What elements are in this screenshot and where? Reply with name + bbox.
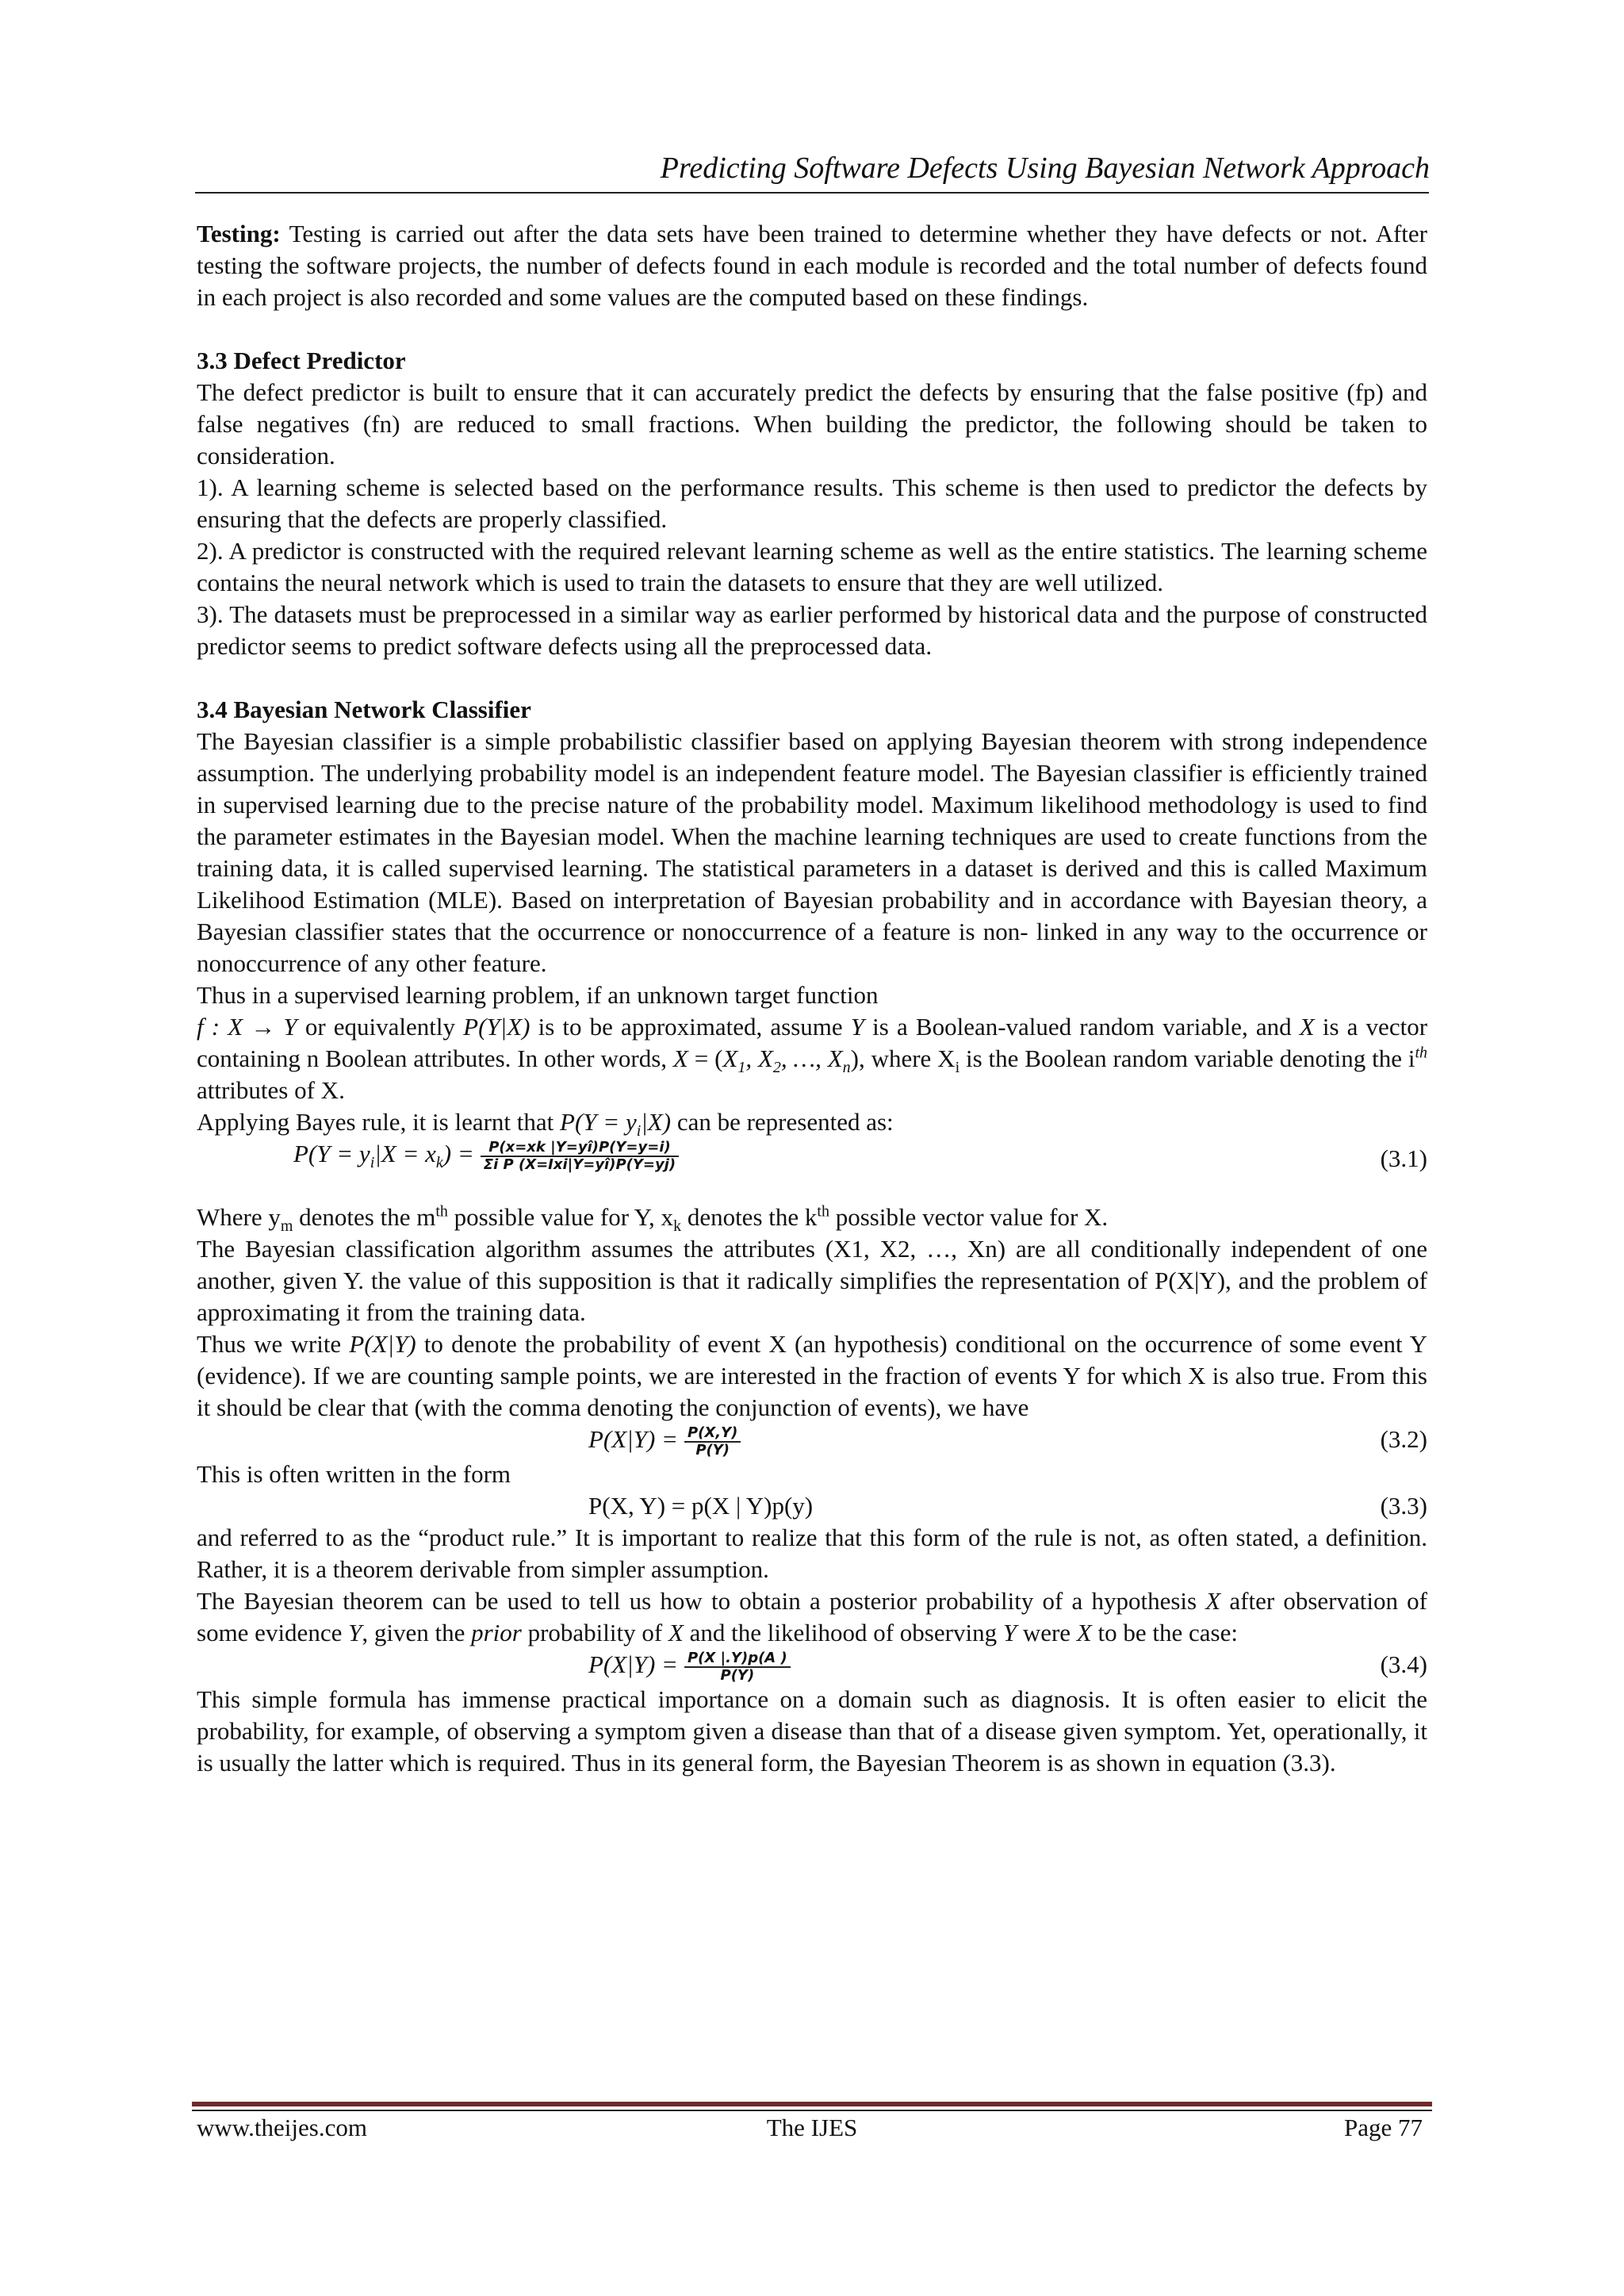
testing-label: Testing: (197, 220, 281, 247)
equation-3-4-fraction: $\frac{P(X |.Y)p(A )}{P(Y)}$ (684, 1650, 791, 1684)
running-header-title: Predicting Software Defects Using Bayesian Network Approach (660, 151, 1430, 185)
section-3-4-paragraph-4: Applying Bayes rule, it is learnt that $P(Y = y_i|X)$ can be represented as: (197, 1108, 894, 1140)
section-3-3-item-3: 3). The datasets must be preprocessed in a similar way as earlier performed by historical data and the purpose of constructed predictor seems to predict software defects using all the preprocessed data. (197, 600, 1427, 660)
testing-paragraph (197, 218, 1427, 313)
header-rule (195, 192, 1429, 194)
equation-3-2-label: (3.2) (1380, 1425, 1427, 1453)
equation-3-3: P(X, Y) = p(X | Y)p(y) (3.3) (197, 1490, 1427, 1522)
testing-text: Testing is carried out after the data sets have been trained to determine whether they have defects or not. After testing the software projects, the number of defects found in each module is recorded and the total number of defects found in each project is also recorded and some values are the computed based on these findings. (197, 220, 1427, 311)
equation-3-2-fraction: $\frac{P(X,Y)}{P(Y)}$ (684, 1425, 741, 1458)
footer-website: www.theijes.com (197, 2114, 367, 2141)
footer-rule-thick (192, 2102, 1432, 2106)
section-3-4-paragraph-11: This simple formula has immense practical importance on a domain such as diagnosis. It is often easier to elicit the probability, for example, of observing a symptom given a disease than that of a disease given symptom. Yet, operationally, it is usually the latter which is required. Thus in its general form, the Bayesian Theorem is as shown in equation (3.3). (197, 1685, 1427, 1777)
equation-3-4-label: (3.4) (1380, 1650, 1427, 1678)
section-3-4-paragraph-7: Thus we write P(X|Y) to denote the probability of event X (an hypothesis) conditional on the occurrence of some event Y (evidence). If we are counting sample points, we are interested in the fraction of events Y for which X is also true. From this it should be clear that (with the comma denoting the conjunction of events), we have (197, 1330, 1427, 1421)
section-3-4-paragraph-5: Where $y_m$ denotes the $m^{th}$ possible value for Y, $x_k$ denotes the $k^{th}$ possible vector value for X. (197, 1202, 1109, 1236)
equation-3-1: $P(Y = y_i|X = x_k)$ = $\frac{P(x=xk |Y=yî)P(Y=y=i)}{\text{Σi P (X=Ixi|Y=yî)P(Y=yj)}}$ (3.1) (197, 1138, 1427, 1181)
section-3-4-paragraph-2: Thus in a supervised learning problem, if an unknown target function (197, 981, 879, 1009)
equation-3-2: P(X|Y) = $\frac{P(X,Y)}{P(Y)}$ (3.2) (588, 1424, 1427, 1458)
section-3-4-paragraph-3: f : X → Y or equivalently P(Y|X) is to be approximated, assume Y is a Boolean-valued random variable, and X is a vector containing n Boolean attributes. In other words, $X = (X_1$, $X_2$, …, $X_n$), where $X_i$ is the Boolean random variable denoting the $i^{th}$ attributes of X. (197, 1013, 1428, 1104)
section-3-4-paragraph-6: The Bayesian classification algorithm assumes the attributes (X1, X2, …, Xn) are all conditionally independent of one another, given Y. the value of this supposition is that it radically simplifies the representation of P(X|Y), and the problem of approximating it from the training data. (197, 1235, 1427, 1326)
footer-journal: The IJES (766, 2114, 858, 2141)
section-3-4-paragraph-8: This is often written in the form (197, 1460, 511, 1488)
section-3-3-item-1: 1). A learning scheme is selected based on the performance results. This scheme is then used to predictor the defects by ensuring that the defects are properly classified. (197, 473, 1427, 533)
section-3-4-paragraph-1: The Bayesian classifier is a simple probabilistic classifier based on applying Bayesian theorem with strong independence assumption. The underlying probability model is an independent feature model. The Bayesian classifier is efficiently trained in supervised learning due to the precise nature of the probability model. Maximum likelihood methodology is used to find the parameter estimates in the Bayesian model. When the machine learning techniques are used to create functions from the training data, it is called supervised learning. The statistical parameters in a dataset is derived and this is called Maximum Likelihood Estimation (MLE). Based on interpretation of Bayesian probability and in accordance with Bayesian theory, a Bayesian classifier states that the occurrence or nonoccurrence of a feature is non- linked in any way to the occurrence or nonoccurrence of any other feature. (197, 727, 1427, 977)
equation-3-4: P(X|Y) = $\frac{P(X |.Y)p(A )}{P(Y)}$ (3.4) (588, 1649, 1427, 1684)
section-3-3-intro: The defect predictor is built to ensure that it can accurately predict the defects by ensuring that the false positive (fp) and false negatives (fn) are reduced to small fractions. When building the predictor, the following should be taken to consideration. (197, 378, 1427, 470)
section-3-4-heading: 3.4 Bayesian Network Classifier (197, 696, 531, 723)
section-3-3-heading: 3.3 Defect Predictor (197, 347, 406, 374)
footer-rule-thin (192, 2110, 1432, 2111)
equation-3-1-fraction: $\frac{P(x=xk |Y=yî)P(Y=y=i)}{\text{Σi P (X=Ixi|Y=yî)P(Y=yj)}}$ (481, 1140, 679, 1173)
footer-page-number: Page 77 (1343, 2114, 1423, 2141)
section-3-4-paragraph-10: The Bayesian theorem can be used to tell us how to obtain a posterior probability of a hypothesis X after observation of some evidence Y, given the prior probability of X and the likelihood of observing Y were X to be the case: (197, 1587, 1427, 1646)
section-3-4-paragraph-9: and referred to as the “product rule.” It is important to realize that this form of the rule is not, as often stated, a definition. Rather, it is a theorem derivable from simpler assumption. (197, 1524, 1427, 1583)
equation-3-1-label: (3.1) (1380, 1144, 1427, 1172)
section-3-3-item-2: 2). A predictor is constructed with the required relevant learning scheme as well as the entire statistics. The learning scheme contains the neural network which is used to train the datasets to ensure that they are well utilized. (197, 537, 1427, 596)
body-text (197, 218, 1427, 1779)
equation-3-3-label: (3.3) (1380, 1492, 1427, 1520)
